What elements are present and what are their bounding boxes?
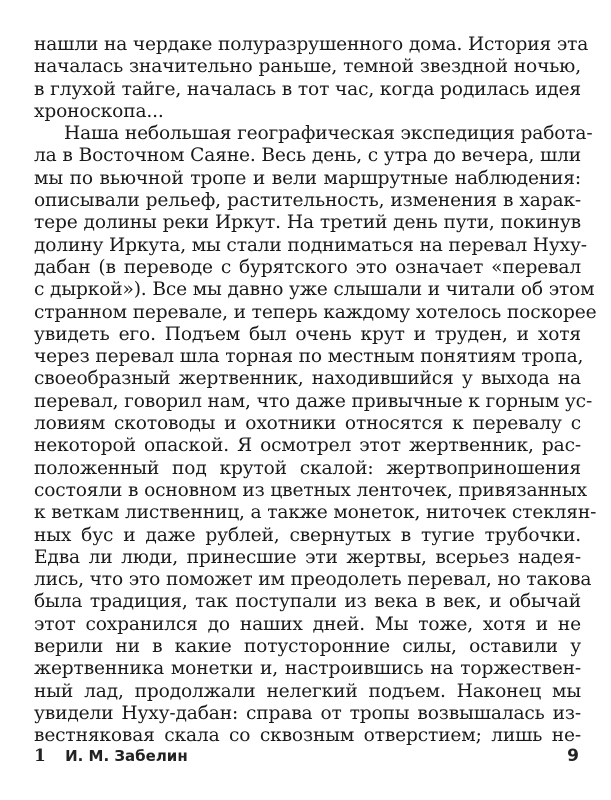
signature-author: И. М. Забелин (65, 747, 188, 765)
text-line: увидеть его. Подъем был очень крут и труден, и хотя (34, 323, 581, 345)
paragraph (34, 123, 597, 747)
text-line: жертвенника монетки и, настроившись на торжествен- (34, 658, 581, 680)
text-line: лись, что это поможет им преодолеть перевал, но такова (34, 569, 592, 591)
text-line: Едва ли люди, принесшие эти жертвы, всерьез надея- (34, 546, 581, 568)
text-line: через перевал шла торная по местным понятиям тропа, (34, 346, 584, 368)
text-line: хроноскопа... (34, 100, 164, 122)
signature-number: 1 (34, 746, 46, 766)
text-line: ных бус и даже рублей, свернутых в тугие трубочки. (34, 524, 581, 546)
text-line: ный лад, продолжали нелегкий подъем. Наконец мы (34, 680, 581, 702)
text-line: Наша небольшая географическая экспедиция работа- (64, 123, 593, 145)
text-line: странном перевале, и теперь каждому хотелось поскорее (34, 301, 597, 323)
text-line: вестняковая скала со сквозным отверстием; лишь не- (34, 725, 581, 747)
text-line: описывали рельеф, растительность, изменения в харак- (34, 190, 581, 212)
printer-signature (34, 744, 188, 768)
text-line: положенный под крутой скалой: жертвоприношения (34, 457, 581, 479)
text-line: верили ни в какие потусторонние силы, оставили у (34, 636, 581, 658)
text-line: в глухой тайге, началась в тот час, когда родилась идея (34, 78, 581, 100)
text-line: этот сохранился до наших дней. Мы тоже, хотя и не (34, 613, 581, 635)
page-footer (34, 744, 581, 770)
page-text (34, 34, 597, 748)
text-line: некоторой опаской. Я осмотрел этот жертвенник, рас- (34, 435, 581, 457)
text-line: своеобразный жертвенник, находившийся у выхода на (34, 368, 581, 390)
text-line: началась значительно раньше, темной звездной ночью, (34, 56, 581, 78)
text-line: дабан (в переводе с бурятского это означает «перевал (34, 256, 581, 278)
text-line: ловиям скотоводы и охотники относятся к перевалу с (34, 413, 581, 435)
text-line: была традиция, так поступали из века в век, и обычай (34, 591, 581, 613)
text-line: мы по вьючной тропе и вели маршрутные наблюдения: (34, 167, 581, 189)
text-line: тере долины реки Иркут. На третий день пути, покинув (34, 212, 581, 234)
text-line: с дыркой»). Все мы давно уже слышали и читали об этом (34, 279, 595, 301)
text-line: увидели Нуху-дабан: справа от тропы возвышалась из- (34, 702, 581, 724)
text-line: долину Иркута, мы стали подниматься на перевал Нуху- (34, 234, 587, 256)
text-line: нашли на чердаке полуразрушенного дома. История эта (34, 34, 589, 55)
paragraph (34, 34, 589, 123)
text-line: состояли в основном из цветных ленточек, привязанных (34, 479, 587, 501)
text-line: ла в Восточном Саяне. Весь день, с утра до вечера, шли (34, 145, 581, 167)
text-line: перевал, говорил нам, что даже привычные к горным ус- (34, 390, 593, 412)
page-number: 9 (567, 746, 579, 766)
text-line: к веткам лиственниц, а также монеток, ниточек стеклян- (34, 502, 597, 524)
